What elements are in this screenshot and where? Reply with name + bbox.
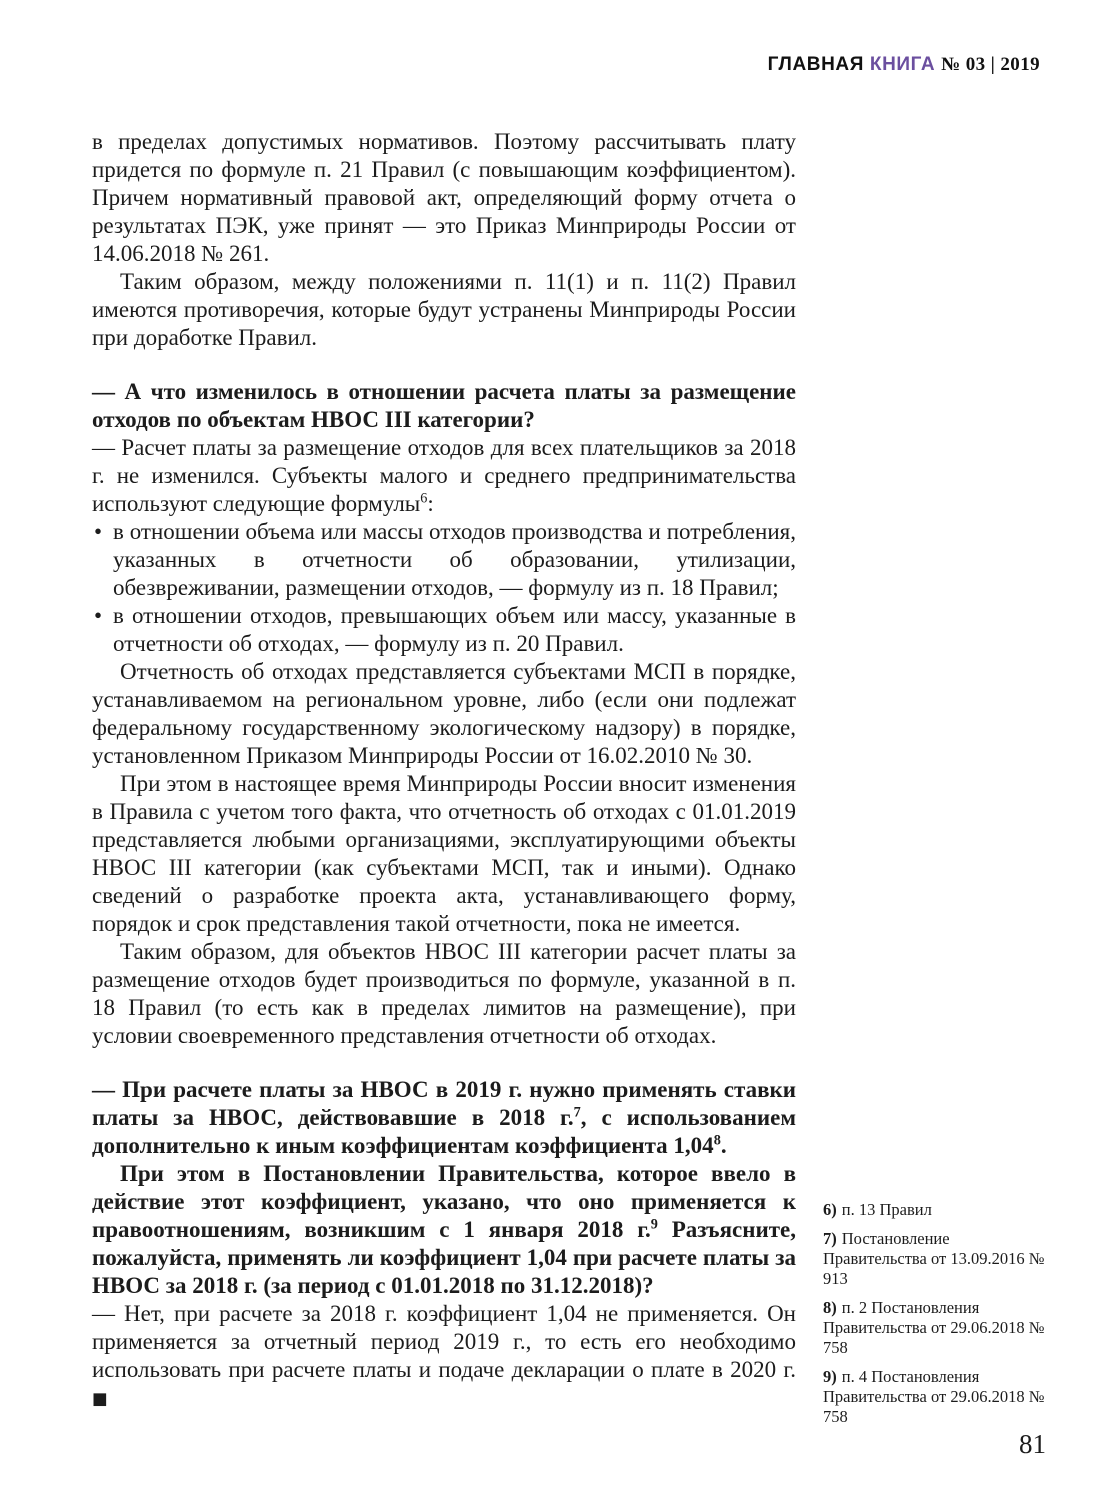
footnote [823,1298,1051,1358]
footnote-text: п. 2 Постановления Правительства от 29.06.2018 № 758 [823,1298,1045,1357]
bullet-item: • в отношении объема или массы отходов производства и потребления, указанных в отчетности об образовании, утилизации, обезвреживании, размещении отходов, — формулу из п. 18 Правил; [92,518,796,602]
issue-number: № 03 | 2019 [941,54,1040,75]
brand-name-part2: КНИГА [869,54,936,75]
footnote-number: 7) [823,1229,837,1248]
brand-name-part1: ГЛАВНАЯ [767,54,864,75]
page-number: 81 [1019,1429,1046,1459]
footnote-number: 8) [823,1298,837,1317]
paragraph: При этом в настоящее время Минприроды России вносит изменения в Правила с учетом того факта, что отчетность об отходах с 01.01.2019 представляется любыми организациями, эксплуатирующими объекты НВОС III категории (как субъектами МСП, так и иными). Однако сведений о разработке проекта акта, устанавливающего форму, порядок и срок представления такой отчетности, пока не имеется. [92,771,796,936]
question-heading: — А что изменилось в отношении расчета платы за размещение отходов по объектам НВОС III категории? [92,379,796,432]
footnote-number: 6) [823,1200,837,1219]
footnote-number: 9) [823,1367,837,1386]
question-heading: — При расчете платы за НВОС в 2019 г. нужно применять ставки платы за НВОС, действовавшие в 2018 г.$^7$, с использованием дополнительно к иным коэффициентам коэффициента 1,04$^8$. [92,1077,796,1158]
paragraph: Таким образом, для объектов НВОС III категории расчет платы за размещение отходов будет производиться по формуле, указанной в п. 18 Правил (то есть как в пределах лимитов на размещение), при условии своевременного представления отчетности об отходах. [92,939,796,1048]
footnote [823,1229,1051,1289]
footnote-text: п. 4 Постановления Правительства от 29.06.2018 № 758 [823,1367,1045,1426]
footnote-text: Постановление Правительства от 13.09.2016 № 913 [823,1229,1045,1288]
paragraph: Таким образом, между положениями п. 11(1) и п. 11(2) Правил имеются противоречия, которые будут устранены Минприроды России при доработке Правил. [92,269,796,350]
footnotes [823,1200,1051,1436]
question-continuation: При этом в Постановлении Правительства, которое ввело в действие этот коэффициент, указано, что оно применяется к правоотношениям, возникшим с 1 января 2018 г.$^9$ Разъясните, пожалуйста, применять ли коэффициент 1,04 при расчете платы за НВОС за 2018 г. (за период с 01.01.2018 по 31.12.2018)? [92,1161,796,1298]
end-of-article-mark: ■ [92,1389,108,1408]
bullet-item: • в отношении отходов, превышающих объем или массу, указанные в отчетности об отходах, — формулу из п. 20 Правил. [92,602,796,658]
footnote [823,1200,1051,1220]
paragraph: в пределах допустимых нормативов. Поэтому рассчитывать плату придется по формуле п. 21 Правил (с повышающим коэффициентом). Причем нормативный правовой акт, определяющий форму отчета о результатах ПЭК, уже принят — это Приказ Минприроды России от 14.06.2018 № 261. [92,129,796,266]
answer-paragraph: — Нет, при расчете за 2018 г. коэффициент 1,04 не применяется. Он применяется за отчетный период 2019 г., то есть его необходимо использовать при расчете платы и подаче декларации о плате в 2020 г. ■ [92,1301,796,1408]
page-header [768,54,1040,76]
footnote [823,1367,1051,1427]
footnote-text: п. 13 Правил [841,1200,932,1219]
article-body [92,128,796,1413]
paragraph: Отчетность об отходах представляется субъектами МСП в порядке, устанавливаемом на региональном уровне, либо (если они подлежат федеральному государственному экологическому надзору) в порядке, установленном Приказом Минприроды России от 16.02.2010 № 30. [92,659,796,768]
answer-paragraph: — Расчет платы за размещение отходов для всех плательщиков за 2018 г. не изменился. Субъекты малого и среднего предпринимательства используют следующие формулы$^6$: [92,435,796,516]
